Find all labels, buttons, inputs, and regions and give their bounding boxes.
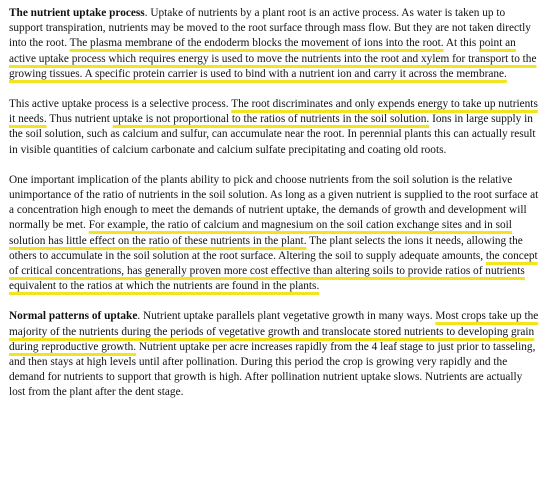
section-heading: The nutrient uptake process [9, 7, 145, 19]
highlighted-text: The root discriminates and only expends energy to take up nutrients it needs. [9, 98, 538, 126]
body-text: Thus nutrient [46, 113, 113, 126]
highlighted-text: the concept of critical concentrations, has generally proven more cost effective than altering soils to provide ratios of nutrients equivalent to the ratios at which the nutrients are found in the plants. [9, 249, 538, 293]
document-page [9, 6, 541, 416]
highlighted-text: Most crops take up the majority of the nutrients during the periods of vegetative growth and translocate stored nutrients to developing grain during reproductive growth. [9, 310, 539, 353]
paragraph-nutrient-ratio-implication [9, 173, 541, 295]
body-text: One important implication of the plants ability to pick and choose nutrients from the soil solution is the relative unimportance of the ratio of nutrients in the soil solution. As long as a given nutrient is supplied to the root surface at a concentration high enough to meet the demands of nutrient uptake, the demands of growth and development will normally be met. [9, 173, 539, 232]
body-text: . Nutrient uptake parallels plant vegetative growth in many ways. [137, 310, 436, 323]
section-heading: Normal patterns of uptake [9, 310, 138, 323]
body-text: Ions in large supply in the soil solution, such as calcium and sulfur, can accumulate near the root. In perennial plants this can actually result in visible quantities of calcium carbonate and calcium sulfate precipitating and coating old roots. [9, 113, 536, 156]
paragraph-normal-patterns-of-uptake [9, 309, 541, 400]
body-text: The plant selects the ions it needs, allowing the others to accumulate in the soil solution at the root surface. Altering the soil to supply adequate amounts, [9, 234, 523, 262]
highlighted-text: For example, the ratio of calcium and magnesium on the soil cation exchange sites and in soil solution has little effect on the ratio of these nutrients in the plant. [9, 219, 512, 247]
highlighted-text: uptake is not proportional to the ratios of nutrients in the soil solution. [112, 113, 430, 126]
highlighted-text: The plasma membrane of the endoderm blocks the movement of ions into the root. [69, 37, 444, 50]
body-text: . Uptake of nutrients by a plant root is an active process. As water is taken up to support transpiration, nutrients may be moved to the root surface through mass flow. But they are not taken directly into the root. [9, 7, 531, 50]
body-text: This active uptake process is a selective process. [9, 98, 232, 111]
body-text: Nutrient uptake per acre increases rapidly from the 4 leaf stage to just prior to tasseling, and then stays at high levels until after pollination. During this period the crop is growing very rapidly and the demand for nutrients to support that growth is high. After pollination nutrient uptake slows. Nutrients are actually lost from the plant after the dent stage. [9, 340, 536, 399]
paragraph-selective-uptake [9, 97, 541, 158]
body-text: At this [443, 37, 480, 50]
paragraph-nutrient-uptake-process [9, 6, 541, 82]
highlighted-text: point an active uptake process which requires energy is used to move the nutrients into the root and xylem for transport to the growing tissues. A specific protein carrier is used to bind with a nutrient ion and carry it across the membrane. [9, 37, 537, 80]
